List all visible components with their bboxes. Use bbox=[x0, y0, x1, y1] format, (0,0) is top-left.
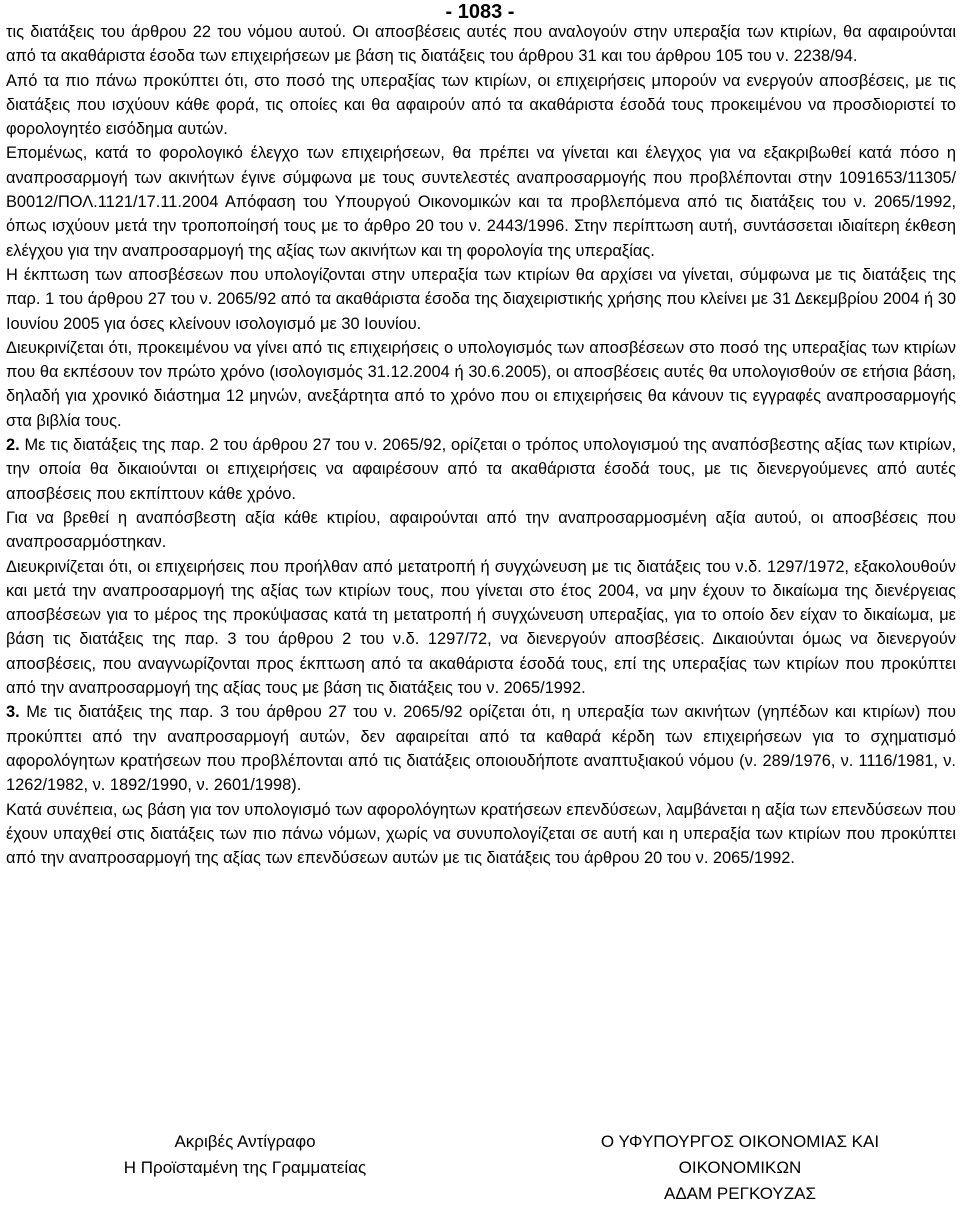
paragraph-text: Με τις διατάξεις της παρ. 3 του άρθρου 27 του ν. 2065/92 ορίζεται ότι, η υπεραξία των ακινήτων (γηπέδων και κτιρίων) που προκύπτει από την αναπροσαρμογή αυτών, δεν αφαιρείται από τα καθαρά κέρδη των επιχειρήσεων για το σχηματισμό αφορολόγητων κρατήσεων που προβλέπονται από τις διατάξεις οποιουδήποτε αναπτυξιακού νόμου (ν. 289/1976, ν. 1116/1981, ν. 1262/1982, ν. 1892/1990, ν. 2601/1998). bbox=[6, 703, 956, 795]
paragraph-number: 3. bbox=[6, 703, 20, 722]
signature-right-line2: ΟΙΚΟΝΟΜΙΚΩΝ bbox=[678, 1158, 802, 1177]
paragraph: Για να βρεθεί η αναπόσβεστη αξία κάθε κτιρίου, αφαιρούνται από την αναπροσαρμοσμένη αξία αυτού, οι αποσβέσεις που αναπροσαρμόστηκαν. bbox=[6, 508, 956, 552]
paragraph: τις διατάξεις του άρθρου 22 του νόμου αυτού. Οι αποσβέσεις αυτές που αναλογούν στην υπεραξία των κτιρίων, θα αφαιρούνται από τα ακαθάριστα έσοδα των επιχειρήσεων με βάση τις διατάξεις του άρθρου 31 και του άρθρου 105 του ν. 2238/94. bbox=[6, 23, 956, 66]
paragraph bbox=[6, 433, 956, 506]
signature-left-line1: Ακριβές Αντίγραφο bbox=[174, 1132, 316, 1151]
signature-right-line3: ΑΔΑΜ ΡΕΓΚΟΥΖΑΣ bbox=[663, 1184, 817, 1203]
signature-right-line1: Ο ΥΦΥΠΟΥΡΓΟΣ ΟΙΚΟΝΟΜΙΑΣ ΚΑΙ bbox=[600, 1132, 880, 1151]
paragraph: Επομένως, κατά το φορολογικό έλεγχο των επιχειρήσεων, θα πρέπει να γίνεται και έλεγχος για να εξακριβωθεί κατά πόσο η αναπροσαρμογή των ακινήτων έγινε σύμφωνα με τους συντελεστές αναπροσαρμογής που προβλέπονται στην 1091653/11305/Β0012/ΠΟΛ.1121/17.11.2004 Απόφαση του Υπουργού Οικονομικών και τα προβλεπόμενα από τις διατάξεις του ν. 2065/1992, όπως ισχύουν μετά την τροποποίησή τους με το άρθρο 20 του ν. 2443/1996. Στην περίπτωση αυτή, συντάσσεται ιδιαίτερη έκθεση ελέγχου για την αναπροσαρμογή της αξίας των ακινήτων και τη φορολογία της υπεραξίας. bbox=[6, 144, 956, 260]
page-number: - 1083 - bbox=[445, 1, 515, 23]
paragraph: Κατά συνέπεια, ως βάση για τον υπολογισμό των αφορολόγητων κρατήσεων επενδύσεων, λαμβάνεται η αξία των επενδύσεων που έχουν υπαχθεί στις διατάξεις των πιο πάνω νόμων, χωρίς να συνυπολογίζεται σε αυτή και η υπεραξία των κτιρίων που προκύπτει από την αναπροσαρμογή της αξίας των επενδύσεων αυτών με τις διατάξεις του άρθρου 20 του ν. 2065/1992. bbox=[6, 800, 956, 868]
paragraph: Διευκρινίζεται ότι, προκειμένου να γίνει από τις επιχειρήσεις ο υπολογισμός των αποσβέσεων στο ποσό της υπεραξίας των κτιρίων που θα εκπέσουν τον πρώτο χρόνο (ισολογισμός 31.12.2004 ή 30.6.2005), οι αποσβέσεις αυτές θα υπολογισθούν σε ετήσια βάση, δηλαδή για χρονικό διάστημα 12 μηνών, ανεξάρτητα από το χρόνο που οι επιχειρήσεις θα κάνουν τις εγγραφές αναπροσαρμογής στα βιβλία τους. bbox=[6, 338, 956, 430]
paragraph-number: 2. bbox=[6, 436, 20, 455]
paragraph-text: Με τις διατάξεις της παρ. 2 του άρθρου 27 του ν. 2065/92, ορίζεται ο τρόπος υπολογισμού της αναπόσβεστης αξίας των κτιρίων, την οποία θα δικαιούνται οι επιχειρήσεις να αφαιρέσουν από τα ακαθάριστα έσοδά τους, με τις διενεργούμενες από αυτές αποσβέσεις που εκπίπτουν κάθε χρόνο. bbox=[6, 436, 956, 503]
paragraph: Διευκρινίζεται ότι, οι επιχειρήσεις που προήλθαν από μετατροπή ή συγχώνευση με τις διατάξεις του ν.δ. 1297/1972, εξακολουθούν και μετά την αναπροσαρμογή της αξίας των κτιρίων τους, που γίνεται στο έτος 2004, να μην έχουν το δικαίωμα της διενέργειας αποσβέσεων για το μέρος της προκύψασας κατά τη μετατροπή ή συγχώνευση υπεραξίας, για το οποίο δεν είχαν το δικαίωμα, με βάση τις διατάξεις της παρ. 3 του άρθρου 2 του ν.δ. 1297/72, να διενεργούν αποσβέσεις. Δικαιούνται όμως να διενεργούν αποσβέσεις, που αναγνωρίζονται προς έκπτωση από τα ακαθάριστα έσοδά τους, επί της υπεραξίας των κτιρίων που προκύπτει από την αναπροσαρμογή της αξίας τους με βάση τις διατάξεις του ν. 2065/1992. bbox=[6, 557, 956, 698]
signature-block-left bbox=[60, 1129, 430, 1181]
signature-left-line2: Η Προϊσταμένη της Γραμματείας bbox=[123, 1158, 367, 1177]
paragraph bbox=[6, 700, 956, 797]
document-body bbox=[6, 20, 956, 870]
paragraph: Από τα πιο πάνω προκύπτει ότι, στο ποσό της υπεραξίας των κτιρίων, οι επιχειρήσεις μπορούν να ενεργούν αποσβέσεις, με τις διατάξεις που ισχύουν κάθε φορά, τις οποίες και θα αφαιρούν από τα ακαθάριστα έσοδά τους προκειμένου να προσδιοριστεί το φορολογητέο εισόδημα αυτών. bbox=[6, 71, 956, 139]
signature-block-right bbox=[530, 1129, 950, 1207]
paragraph: Η έκπτωση των αποσβέσεων που υπολογίζονται στην υπεραξία των κτιρίων θα αρχίσει να γίνεται, σύμφωνα με τις διατάξεις της παρ. 1 του άρθρου 27 του ν. 2065/92 από τα ακαθάριστα έσοδα της διαχειριστικής χρήσης που κλείνει με 31 Δεκεμβρίου 2004 ή 30 Ιουνίου 2005 για όσες κλείνουν ισολογισμό με 30 Ιουνίου. bbox=[6, 265, 956, 333]
